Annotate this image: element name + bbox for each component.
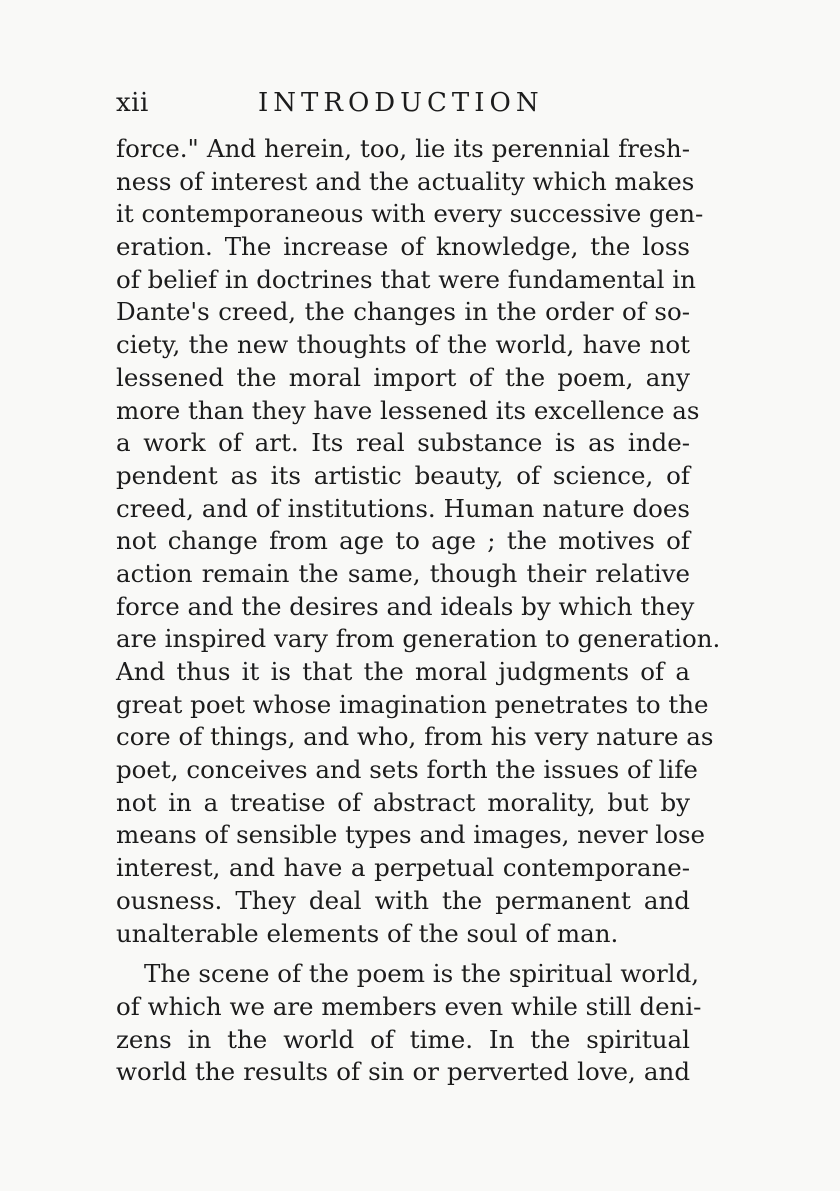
text-line: The scene of the poem is the spiritual world, [144, 959, 700, 989]
paragraph-spacer [116, 950, 690, 958]
text-line: force." And herein, too, lie its perennial fresh- [116, 134, 690, 163]
text-line: eration. The increase of knowledge, the loss [116, 232, 690, 262]
text-line: creed, and of institutions. Human nature does [116, 493, 690, 523]
text-line: not in a treatise of abstract morality, but by [116, 787, 690, 817]
text-line: a work of art. Its real substance is as inde- [116, 428, 690, 458]
text-line: not change from age to age ; the motives of [116, 526, 690, 556]
text-line: of which we are members even while still deni- [116, 991, 702, 1021]
text-line: core of things, and who, from his very nature as [116, 722, 714, 752]
text-line: poet, conceives and sets forth the issues of life [116, 755, 698, 785]
text-line: interest, and have a perpetual contemporane- [116, 853, 690, 883]
text-line: great poet whose imagination penetrates to the [116, 689, 709, 719]
text-line: it contemporaneous with every successive gen- [116, 199, 704, 229]
text-line: Dante's creed, the changes in the order of so- [116, 297, 690, 327]
page-header [116, 88, 706, 128]
text-line: force and the desires and ideals by which they [116, 591, 695, 621]
text-line: ness of interest and the actuality which makes [116, 166, 695, 196]
text-line: lessened the moral import of the poem, any [116, 362, 690, 392]
text-line: are inspired vary from generation to generation. [116, 624, 721, 654]
text-line: pendent as its artistic beauty, of science, of [116, 460, 690, 490]
text-line: of belief in doctrines that were fundamental in [116, 264, 696, 294]
text-line: means of sensible types and images, never lose [116, 820, 706, 850]
text-line: ciety, the new thoughts of the world, have not [116, 330, 690, 360]
text-line: unalterable elements of the soul of man. [116, 918, 619, 948]
paragraph-2 [116, 958, 702, 1089]
text-line: world the results of sin or perverted love, and [116, 1057, 690, 1087]
text-line: ousness. They deal with the permanent and [116, 885, 690, 915]
text-line: And thus it is that the moral judgments of a [116, 657, 690, 686]
paragraph-1 [116, 133, 721, 950]
text-line: zens in the world of time. In the spiritual [116, 1024, 690, 1054]
body-text [116, 133, 721, 1089]
text-line: action remain the same, though their relative [116, 558, 690, 588]
page-number: xii [116, 88, 149, 118]
running-title: INTRODUCTION [258, 88, 544, 118]
text-line: more than they have lessened its excellence as [116, 395, 700, 425]
